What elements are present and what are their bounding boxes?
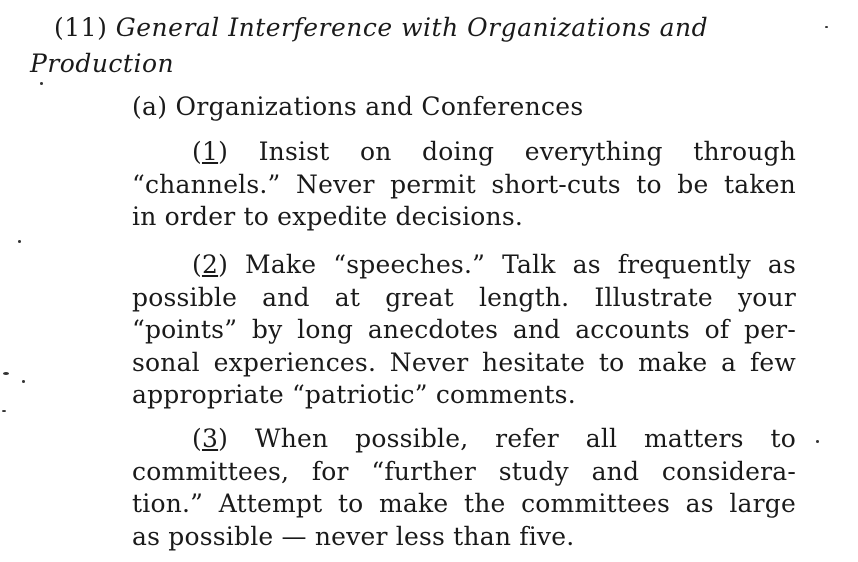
paragraph-line: sonal experiences. Never hesitate to make a few xyxy=(132,347,796,377)
section-heading xyxy=(30,10,810,82)
scan-speck xyxy=(22,380,25,383)
paragraph-line: in order to expedite decisions. xyxy=(132,202,524,231)
scan-speck xyxy=(825,26,828,28)
paragraph-marker: 1 xyxy=(201,137,219,166)
paragraph-line: as possible — never less than five. xyxy=(132,521,575,551)
paragraph-line: appropriate “patriotic” comments. xyxy=(132,380,576,409)
scan-speck xyxy=(3,372,9,375)
paragraph-3 xyxy=(132,423,796,553)
heading-title-line-1: General Interference with Organizations and xyxy=(115,13,709,42)
paragraph-line: (2) Make “speeches.” Talk as frequently as xyxy=(192,250,796,279)
heading-line-1 xyxy=(30,10,810,46)
scan-speck xyxy=(40,82,43,85)
paragraph-2 xyxy=(132,249,796,412)
paragraph-1 xyxy=(132,136,796,234)
scan-speck xyxy=(18,240,21,243)
section-number: (11) xyxy=(54,13,108,42)
paragraph-line: possible and at great length. Illustrate your xyxy=(132,282,796,312)
paragraph-line: tion.” Attempt to make the committees as large xyxy=(132,489,796,518)
paragraph-line: (3) When possible, refer all matters to xyxy=(192,424,796,453)
paragraph-line: “channels.” Never permit short-cuts to be taken xyxy=(132,169,796,199)
paragraph-line: (1) Insist on doing everything through xyxy=(192,137,796,166)
heading-title-line-2: Production xyxy=(30,49,175,78)
paragraph-line: “points” by long anecdotes and accounts of per- xyxy=(132,315,796,344)
paragraph-marker: 3 xyxy=(201,424,219,453)
scan-speck xyxy=(816,440,819,443)
scan-speck xyxy=(2,410,6,412)
paragraph-line: committees, for “further study and considera- xyxy=(132,456,796,486)
paragraph-marker: 2 xyxy=(201,250,219,279)
subsection-heading: (a) Organizations and Conferences xyxy=(132,92,584,121)
